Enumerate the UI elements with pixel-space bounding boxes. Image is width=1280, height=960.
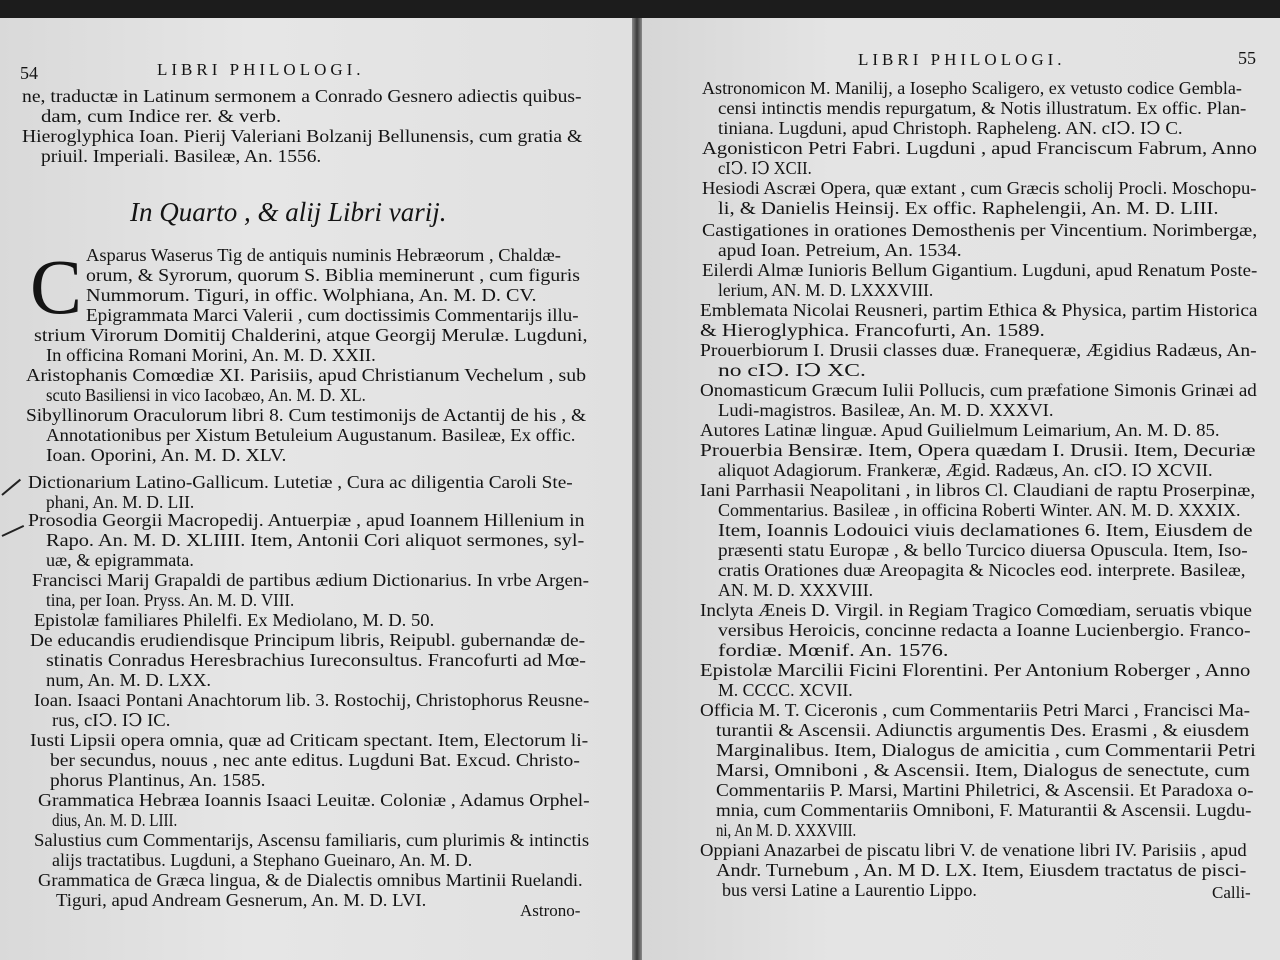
left-text-line: Aristophanis Comœdiæ XI. Parisiis, apud Christianum Vechelum , sub bbox=[26, 365, 587, 385]
right-text-line: versibus Heroicis, concinne redacta a Ioanne Lucienbergio. Franco- bbox=[718, 620, 1251, 640]
left-text-line: Iusti Lipsii opera omnia, quæ ad Criticam spectant. Item, Electorum li- bbox=[30, 730, 589, 750]
left-text-line: De educandis erudiendisque Principum libris, Reipubl. gubernandæ de- bbox=[30, 630, 586, 650]
left-text-line: num, An. M. D. LXX. bbox=[46, 670, 212, 690]
left-running-head: LIBRI PHILOLOGI. bbox=[157, 60, 365, 79]
right-text-line: Andr. Turnebum , An. M D. LX. Item, Eiusdem tractatus de pisci- bbox=[716, 860, 1247, 880]
right-text-line: AN. M. D. XXXVIII. bbox=[718, 580, 874, 600]
book-gutter bbox=[632, 18, 642, 960]
right-text-line: præsenti statu Europæ , & bello Turcico diuersa Opuscula. Item, Iso- bbox=[718, 540, 1248, 560]
right-text-line: Item, Ioannis Lodouici viuis declamationes 6. Item, Eiusdem de bbox=[718, 520, 1253, 540]
left-text-line: stinatis Conradus Heresbrachius Iureconsultus. Francofurti ad Mœ- bbox=[46, 650, 586, 670]
right-text-line: Emblemata Nicolai Reusneri, partim Ethica & Physica, partim Historica bbox=[700, 300, 1258, 320]
right-text-line: Iani Parrhasii Neapolitani , in libros Cl. Claudiani de raptu Proserpinæ, bbox=[700, 480, 1256, 500]
right-text-line: tiniana. Lugduni, apud Christoph. Rapheleng. AN. cIↃ. IↃ C. bbox=[718, 118, 1183, 138]
left-text-line: rus, cIↃ. IↃ IC. bbox=[52, 710, 171, 730]
left-text-line: scuto Basiliensi in vico Iacobæo, An. M. D. XL. bbox=[46, 385, 366, 405]
right-text-line: lerium, AN. M. D. LXXXVIII. bbox=[718, 280, 934, 300]
right-catchword: Calli- bbox=[1212, 883, 1251, 902]
right-text-line: cratis Orationes duæ Areopagita & Nicocles eod. interprete. Basileæ, bbox=[718, 560, 1246, 580]
left-text-line: strium Virorum Domitij Chalderini, atque Georgij Merulæ. Lugduni, bbox=[34, 325, 588, 345]
left-text-line: phorus Plantinus, An. 1585. bbox=[50, 770, 266, 790]
right-text-line: ni, An M. D. XXXVIII. bbox=[716, 820, 857, 840]
right-text-line: Marginalibus. Item, Dialogus de amicitia , cum Commentarii Petri bbox=[716, 740, 1256, 760]
left-text-line: uæ, & epigrammata. bbox=[46, 550, 194, 570]
right-text-line: Agonisticon Petri Fabri. Lugduni , apud Franciscum Fabrum, Anno bbox=[702, 138, 1257, 158]
right-text-line: mnia, cum Commentariis Omniboni, F. Maturantii & Ascensii. Lugdu- bbox=[716, 800, 1252, 820]
left-page-number: 54 bbox=[20, 63, 38, 83]
right-running-head: LIBRI PHILOLOGI. bbox=[858, 50, 1066, 69]
left-text-line: Tiguri, apud Andream Gesnerum, An. M. D. LVI. bbox=[56, 890, 427, 910]
left-text-line: ne, traductæ in Latinum sermonem a Conrado Gesnero adiectis quibus- bbox=[22, 86, 582, 106]
right-text-line: Commentarius. Basileæ , in officina Roberti Winter. AN. M. D. XXXIX. bbox=[718, 500, 1241, 520]
left-text-line: ber secundus, nouus , nec ante editus. Lugduni Bat. Excud. Christo- bbox=[50, 750, 580, 770]
right-text-line: Hesiodi Ascræi Opera, quæ extant , cum Græcis scholij Procli. Moschopu- bbox=[702, 178, 1257, 198]
left-text-line: Annotationibus per Xistum Betuleium Augustanum. Basileæ, Ex offic. bbox=[46, 425, 576, 445]
left-text-line: Epigrammata Marci Valerii , cum doctissimis Commentarijs illu- bbox=[86, 305, 579, 325]
right-text-line: M. CCCC. XCVII. bbox=[718, 680, 853, 700]
left-text-line: Salustius cum Commentarijs, Ascensu familiaris, cum plurimis & intinctis bbox=[34, 830, 590, 850]
right-text-line: Oppiani Anazarbei de piscatu libri V. de venatione libri IV. Parisiis , apud bbox=[700, 840, 1247, 860]
right-text-line: censi intinctis mendis repurgatum, & Notis illustratum. Ex offic. Plan- bbox=[718, 98, 1247, 118]
left-text-line: Nummorum. Tiguri, in offic. Wolphiana, An. M. D. CV. bbox=[86, 285, 537, 305]
left-text-line: dius, An. M. D. LIII. bbox=[52, 810, 178, 830]
right-text-line: bus versi Latine a Laurentio Lippo. bbox=[722, 880, 977, 900]
right-text-line: Officia M. T. Ciceronis , cum Commentariis Petri Marci , Francisci Ma- bbox=[700, 700, 1250, 720]
left-text-line: In officina Romani Morini, An. M. D. XXII. bbox=[46, 345, 376, 365]
left-text-line: phani, An. M. D. LII. bbox=[46, 492, 195, 512]
right-text-line: apud Ioan. Petreium, An. 1534. bbox=[718, 240, 962, 260]
left-text-line: Epistolæ familiares Philelfi. Ex Mediolano, M. D. 50. bbox=[34, 610, 435, 630]
drop-cap: C bbox=[30, 243, 83, 330]
right-text-line: Prouerbia Bensiræ. Item, Opera quædam I. Drusii. Item, Decuriæ bbox=[700, 440, 1256, 460]
right-text-line: & Hieroglyphica. Francofurti, An. 1589. bbox=[700, 320, 1045, 340]
left-text-line: Rapo. An. M. D. XLIIII. Item, Antonii Cori aliquot sermones, syl- bbox=[46, 530, 585, 550]
left-text-line: Dictionarium Latino-Gallicum. Lutetiæ , Cura ac diligentia Caroli Ste- bbox=[28, 472, 573, 492]
left-text-line: Grammatica de Græca lingua, & de Dialectis omnibus Martinii Ruelandi. bbox=[38, 870, 583, 890]
right-text-line: cIↃ. IↃ XCII. bbox=[718, 158, 812, 178]
left-text-line: Asparus Waserus Tig de antiquis numinis Hebræorum , Chaldæ- bbox=[86, 245, 561, 265]
left-text-line: Ioan. Isaaci Pontani Anachtorum lib. 3. Rostochij, Christophorus Reusne- bbox=[34, 690, 590, 710]
right-page-number: 55 bbox=[1238, 48, 1256, 68]
left-text-line: Ioan. Oporini, An. M. D. XLV. bbox=[46, 445, 287, 465]
left-text-line: Sibyllinorum Oraculorum libri 8. Cum testimonijs de Actantij de his , & bbox=[26, 405, 587, 425]
section-title: In Quarto , & alij Libri varij. bbox=[130, 197, 447, 227]
left-text-line: Prosodia Georgii Macropedij. Antuerpiæ , apud Ioannem Hillenium in bbox=[28, 510, 585, 530]
left-text-line: Hieroglyphica Ioan. Pierij Valeriani Bolzanij Bellunensis, cum gratia & bbox=[22, 126, 583, 146]
right-text-line: Commentariis P. Marsi, Martini Philetrici, & Ascensii. Et Paradoxa o- bbox=[716, 780, 1254, 800]
left-text-line: dam, cum Indice rer. & verb. bbox=[41, 106, 282, 126]
right-text-line: Astronomicon M. Manilij, a Iosepho Scaligero, ex vetusto codice Gembla- bbox=[702, 78, 1242, 98]
right-text-line: Onomasticum Græcum Iulii Pollucis, cum præfatione Simonis Grinæi ad bbox=[700, 380, 1257, 400]
left-text-line: Francisci Marij Grapaldi de partibus ædium Dictionarius. In vrbe Argen- bbox=[32, 570, 590, 590]
right-text-line: li, & Danielis Heinsij. Ex offic. Raphelengii, An. M. D. LIII. bbox=[718, 198, 1219, 218]
right-text-line: Ludi-magistros. Basileæ, An. M. D. XXXVI. bbox=[718, 400, 1054, 420]
left-catchword: Astrono- bbox=[520, 901, 581, 920]
right-text-line: turantii & Ascensii. Adiunctis argumentis Des. Erasmi , & eiusdem bbox=[716, 720, 1250, 740]
left-text-line: Grammatica Hebræa Ioannis Isaaci Leuitæ. Coloniæ , Adamus Orphel- bbox=[38, 790, 590, 810]
left-text-line: alijs tractatibus. Lugduni, a Stephano Gueinaro, An. M. D. bbox=[52, 850, 473, 870]
right-text-line: Epistolæ Marcilii Ficini Florentini. Per Antonium Roberger , Anno bbox=[700, 660, 1251, 680]
right-text-line: no cIↃ. IↃ XC. bbox=[718, 360, 866, 380]
right-text-line: Inclyta Æneis D. Virgil. in Regiam Tragico Comœdiam, seruatis vbique bbox=[700, 600, 1252, 620]
right-text-line: Castigationes in orationes Demosthenis per Vincentium. Norimbergæ, bbox=[702, 220, 1258, 240]
right-text-line: fordiæ. Mœnif. An. 1576. bbox=[718, 640, 949, 660]
right-text-line: Prouerbiorum I. Drusii classes duæ. Franequeræ, Ægidius Radæus, An- bbox=[700, 340, 1257, 360]
left-text-line: orum, & Syrorum, quorum S. Biblia meminerunt , cum figuris bbox=[86, 265, 581, 285]
left-text-line: tina, per Ioan. Pryss. An. M. D. VIII. bbox=[46, 590, 295, 610]
left-text-line: priuil. Imperiali. Basileæ, An. 1556. bbox=[41, 146, 322, 166]
right-text-line: Eilerdi Almæ Iunioris Bellum Gigantium. Lugduni, apud Renatum Poste- bbox=[702, 260, 1258, 280]
right-text-line: Marsi, Omniboni , & Ascensii. Item, Dialogus de senectute, cum bbox=[716, 760, 1250, 780]
right-text-line: Autores Latinæ linguæ. Apud Guilielmum Leimarium, An. M. D. 85. bbox=[700, 420, 1220, 440]
right-text-line: aliquot Adagiorum. Frankeræ, Ægid. Radæus, An. cIↃ. IↃ XCVII. bbox=[718, 460, 1213, 480]
